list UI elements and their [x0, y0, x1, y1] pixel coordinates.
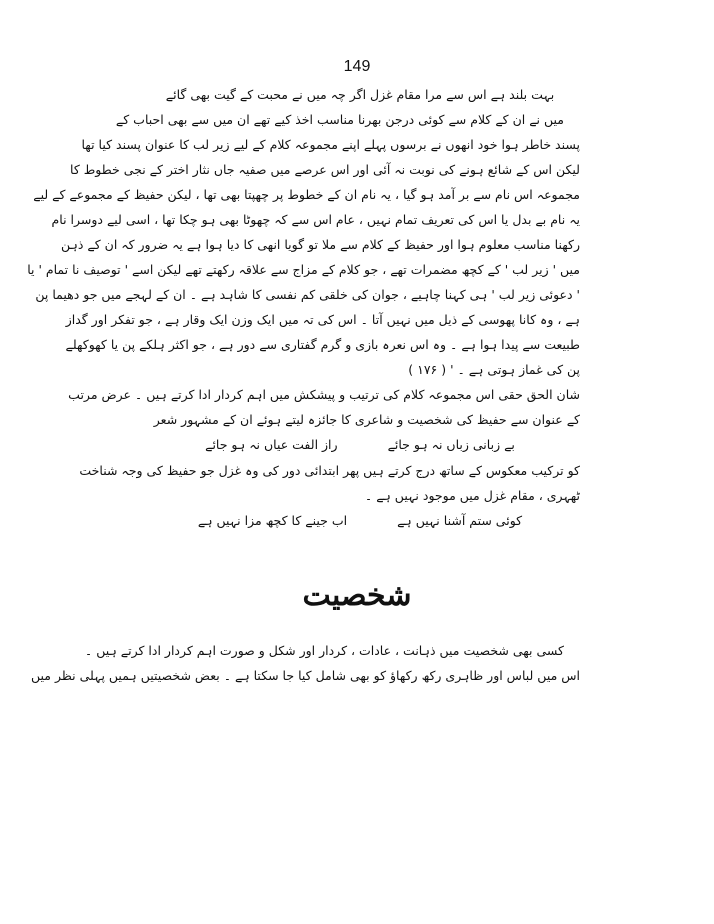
- text-line: اس میں لباس اور ظاہری رکھ رکھاؤ کو بھی شامل کیا جا سکتا ہے ۔ بعض شخصیتیں ہمیں پہلی نظر میں: [31, 668, 580, 683]
- verse-misra-right: بے زبانی زباں نہ ہو جائے: [387, 437, 515, 452]
- text-line: پسند خاطر ہوا خود انھوں نے برسوں پہلے اپنے مجموعہ کلام کے لیے زیر لب کا عنوان پسند کیا تھا: [81, 137, 580, 152]
- paragraph-1: [27, 107, 580, 382]
- text-line: کو ترکیب معکوس کے ساتھ درج کرتے ہیں پھر ابتدائی دور کی وہ غزل جو حفیظ کی وجہ شناخت: [79, 463, 580, 478]
- page-number: 149: [343, 58, 371, 75]
- quoted-verse-line: بہت بلند ہے اس سے مرا مقام غزل اگر چہ میں نے محبت کے گیت بھی گائے: [165, 87, 555, 102]
- text-line: رکھنا مناسب معلوم ہوا اور حفیظ کے کلام سے ملا تو گویا انھی کا دیا ہوا ہے یہ ضرور کہ ان کے ذہن: [61, 237, 580, 252]
- text-line: ' دعوئی زیر لب ' ہی کہنا چاہیے ، جوان کی خلقی کم نفسی کا شاہد ہے ۔ ان کے لہجے میں جو دھیما پن: [35, 287, 580, 302]
- verse-misra-left: اب جینے کا کچھ مزا نہیں ہے: [197, 513, 348, 528]
- paragraph-3: [79, 458, 580, 508]
- text-line: لیکن اس کے شائع ہونے کی نوبت نہ آئی اور اس عرصے میں صفیہ جاں نثار اختر کے نجی خطوط کا: [70, 162, 580, 177]
- text-line: پن کی غماز ہوتی ہے ۔ ' ( ۱۷۶ ): [408, 362, 580, 377]
- paragraph-2: [68, 382, 580, 432]
- body-text-top: [27, 82, 580, 534]
- text-line: شان الحق حقی اس مجموعہ کلام کی ترتیب و پیشکش میں اہم کردار ادا کرتے ہیں ۔ عرض مرتب: [68, 387, 580, 402]
- verse-misra-left: راز الفت عیاں نہ ہو جائے: [205, 437, 338, 452]
- text-line: مجموعہ اس نام سے بر آمد ہو گیا ، یہ نام ان کے خطوط پر چھپتا بھی تھا ، لیکن حفیظ کے مجموعے کے لیے: [33, 187, 580, 202]
- verse-couplet-1: [140, 432, 580, 458]
- text-line: ٹھہری ، مقام غزل میں موجود نہیں ہے ۔: [364, 488, 580, 503]
- text-line: یہ نام بے بدل یا اس کی تعریف تمام نہیں ، عام اس سے کہ چھوٹا بھی ہو چکا تھا ، اسی لیے دوسرا نام: [51, 212, 580, 227]
- text-line: کے عنوان سے حفیظ کی شخصیت و شاعری کا جائزہ لیتے ہوئے ان کے مشہور شعر: [153, 412, 580, 427]
- verse-misra-right: کوئی ستم آشنا نہیں ہے: [397, 513, 523, 528]
- section-heading: شخصیت: [302, 578, 412, 613]
- text-line: کسی بھی شخصیت میں ذہانت ، عادات ، کردار اور شکل و صورت اہم کردار ادا کرتے ہیں ۔: [84, 643, 564, 658]
- body-text-bottom: [31, 638, 580, 688]
- text-line: ہے ، وہ کانا پھوسی کے ذیل میں نہیں آتا ۔ اس کی تہ میں ایک وزن ایک وقار ہے ، جو تفکر اور گداز: [65, 312, 580, 327]
- text-line: میں ' زیر لب ' کے کچھ مضمرات تھے ، جو کلام کے مزاج سے علاقہ رکھتے تھے لیکن اسے ' توصیف نا تمام ' یا: [27, 262, 580, 277]
- text-line: میں نے ان کے کلام سے کوئی درجن بھرنا مناسب اخذ کیے تھے ان میں سے بھی احباب کے: [115, 112, 564, 127]
- text-line: طبیعت سے پیدا ہوا ہے ۔ وہ اس نعرہ بازی و گرم گفتاری سے دور ہے ، جو اکثر ہلکے پن یا کھوکھلے: [65, 337, 580, 352]
- verse-couplet-2: [140, 508, 580, 534]
